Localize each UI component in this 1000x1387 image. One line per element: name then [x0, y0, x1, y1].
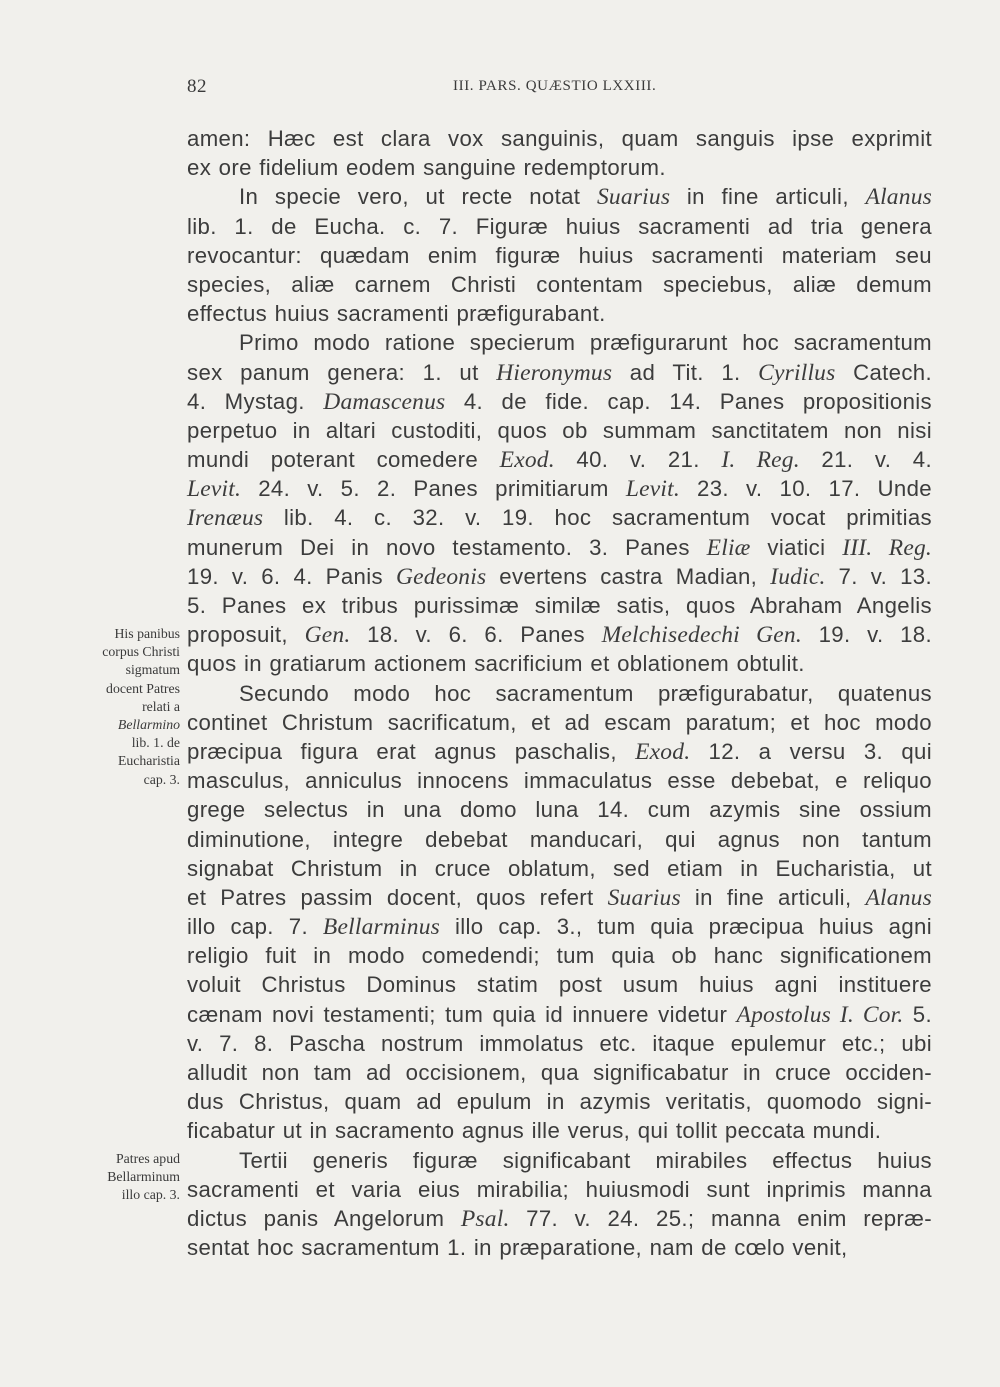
- text-line: perpetuo in altari custoditi, quos ob summam sanctitatem non nisi: [187, 417, 932, 443]
- margin-note-line: cap. 3.: [143, 771, 180, 787]
- text-line: diminutione, integre debebat manducari, qui agnus non tantum: [187, 826, 932, 852]
- margin-note-panibus: [58, 625, 180, 789]
- margin-note-line: illo cap. 3.: [121, 1187, 180, 1203]
- margin-note-line: Eucharistia: [117, 753, 180, 769]
- text-line: ficabatur ut in sacramento agnus ille verus, qui tollit peccata mundi.: [187, 1118, 882, 1144]
- text-line: species, aliæ carnem Christi contentam speciebus, aliæ demum: [187, 271, 932, 297]
- text-line: alludit non tam ad occisionem, qua significabatur in cruce occiden-: [187, 1060, 932, 1085]
- text-line: Secundo modo hoc sacramentum præfigurabatur, quatenus: [239, 680, 932, 706]
- text-line: Primo modo ratione specierum præfigurarunt hoc sacramentum: [239, 330, 932, 356]
- margin-note-line: Bellarminum: [107, 1169, 180, 1185]
- text-line: Levit. 24. v. 5. 2. Panes primitiarum Levit. 23. v. 10. 17. Unde: [187, 476, 932, 503]
- margin-note-line: lib. 1. de: [131, 735, 180, 751]
- margin-note-line: His panibus: [114, 626, 180, 641]
- text-line: sex panum genera: 1. ut Hieronymus ad Tit. 1. Cyrillus Catech.: [187, 359, 932, 386]
- text-line: religio fuit in modo comedendi; tum quia ob hanc significationem: [187, 943, 932, 969]
- text-line: munerum Dei in novo testamento. 3. Panes Eliæ viatici III. Reg.: [187, 534, 933, 561]
- running-head: III. PARS. QUÆSTIO LXXIII.: [453, 78, 657, 94]
- text-line: grege selectus in una domo luna 14. cum azymis sine ossium: [187, 797, 932, 823]
- text-line: voluit Christus Dominus statim post usum huius agni instituere: [187, 972, 932, 998]
- text-line: signabat Christum in cruce oblatum, sed etiam in Eucharistia, ut: [187, 855, 932, 881]
- text-line: proposuit, Gen. 18. v. 6. 6. Panes Melchisedechi Gen. 19. v. 18.: [187, 622, 932, 649]
- text-line: In specie vero, ut recte notat Suarius in fine articuli, Alanus: [239, 184, 932, 211]
- text-line: lib. 1. de Eucha. c. 7. Figuræ huius sacramenti ad tria genera: [187, 213, 932, 239]
- body-text: [187, 124, 932, 1262]
- text-line: quos in gratiarum actionem sacrificium et oblationem obtulit.: [187, 651, 805, 677]
- text-line: effectus huius sacramenti præfigurabant.: [187, 301, 606, 327]
- text-line: mundi poterant comedere Exod. 40. v. 21. I. Reg. 21. v. 4.: [187, 447, 933, 474]
- text-line: amen: Hæc est clara vox sanguinis, quam sanguis ipse exprimit: [187, 126, 932, 151]
- text-line: 19. v. 6. 4. Panis Gedeonis evertens castra Madian, Iudic. 7. v. 13.: [187, 563, 932, 590]
- text-line: v. 7. 8. Pascha nostrum immolatus etc. itaque epulemur etc.; ubi: [187, 1030, 932, 1056]
- text-line: præcipua figura erat agnus paschalis, Exod. 12. a versu 3. qui: [187, 738, 932, 765]
- text-line: continet Christum sacrificatum, et ad escam paratum; et hoc modo: [187, 709, 932, 735]
- text-line: illo cap. 7. Bellarminus illo cap. 3., tum quia præcipua huius agni: [187, 914, 932, 941]
- margin-note-line: Bellarmino: [117, 717, 180, 733]
- margin-note-line: docent Patres: [106, 680, 180, 696]
- text-line: Tertii generis figuræ significabant mirabiles effectus huius: [239, 1147, 932, 1173]
- text-line: Irenæus lib. 4. c. 32. v. 19. hoc sacramentum vocat primitias: [187, 505, 932, 532]
- text-line: ex ore fidelium eodem sanguine redemptorum.: [187, 155, 666, 181]
- page-number: 82: [187, 76, 207, 97]
- text-line: masculus, anniculus innocens immaculatus esse debebat, e reliquo: [187, 768, 932, 794]
- margin-note-line: relati a: [142, 698, 180, 714]
- text-line: sentat hoc sacramentum 1. in præparatione, nam de cœlo venit,: [187, 1235, 848, 1261]
- text-line: 5. Panes ex tribus purissimæ similæ satis, quos Abraham Angelis: [187, 593, 932, 618]
- margin-note-line: corpus Christi: [102, 644, 180, 660]
- margin-note-line: Patres apud: [116, 1151, 180, 1166]
- text-line: 4. Mystag. Damascenus 4. de fide. cap. 14. Panes propositionis: [187, 388, 932, 415]
- text-line: et Patres passim docent, quos refert Suarius in fine articuli, Alanus: [187, 884, 932, 911]
- margin-note-line: sigmatum: [125, 662, 180, 678]
- text-line: dictus panis Angelorum Psal. 77. v. 24. 25.; manna enim repræ-: [187, 1205, 932, 1232]
- margin-note-patres: [58, 1150, 180, 1205]
- text-line: sacramenti et varia eius mirabilia; huiusmodi sunt inprimis manna: [187, 1176, 932, 1202]
- text-line: revocantur: quædam enim figuræ huius sacramenti materiam seu: [187, 242, 932, 268]
- text-line: cænam novi testamenti; tum quia id innuere videtur Apostolus I. Cor. 5.: [187, 1001, 933, 1028]
- text-line: dus Christus, quam ad epulum in azymis veritatis, quomodo signi-: [187, 1089, 932, 1115]
